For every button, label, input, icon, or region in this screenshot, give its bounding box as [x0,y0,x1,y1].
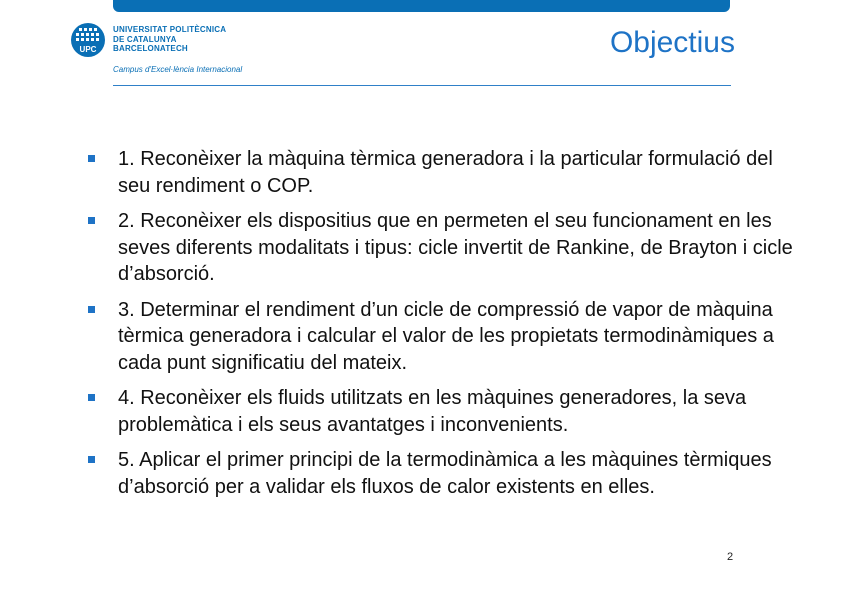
upc-logo [70,22,280,82]
objective-text: 3. Determinar el rendiment d’un cicle de compressió de vapor de màquina tèrmica generadora i calcular el valor de les propietats termodinàmiques a cada punt significatiu del mateix. [118,298,774,374]
university-name [113,25,226,54]
campus-tagline: Campus d'Excel·lència Internacional [113,65,243,74]
title-divider [113,85,731,86]
university-line: BARCELONATECH [113,44,188,53]
list-item [88,208,800,288]
page-number: 2 [727,551,734,563]
objective-text: 1. Reconèixer la màquina tèrmica generadora i la particular formulació del seu rendiment o COP. [118,148,773,197]
logo-badge-text: UPC [79,45,97,54]
page-title: Objectius [609,26,735,59]
square-bullet-icon [88,456,95,463]
list-item [88,146,800,199]
list-item [88,447,800,500]
objectives-list [88,146,800,509]
square-bullet-icon [88,217,95,224]
list-item [88,297,800,377]
objective-text: 5. Aplicar el primer principi de la termodinàmica a les màquines tèrmiques d’absorció per a validar els fluxos de calor existents en elles. [118,449,772,498]
list-item [88,385,800,438]
square-bullet-icon [88,155,95,162]
square-bullet-icon [88,306,95,313]
university-line: DE CATALUNYA [113,34,177,44]
header-bar [113,0,730,12]
objective-text: 4. Reconèixer els fluids utilitzats en les màquines generadores, la seva problemàtica i els seus avantatges i inconvenients. [118,387,747,436]
university-line: UNIVERSITAT POLITÈCNICA [113,25,227,34]
square-bullet-icon [88,394,95,401]
objective-text: 2. Reconèixer els dispositius que en permeten el seu funcionament en les seves diferents modalitats i tipus: cicle invertit de Rankine, de Brayton i cicle d’absorció. [118,210,793,285]
upc-logo-mark [70,22,106,58]
